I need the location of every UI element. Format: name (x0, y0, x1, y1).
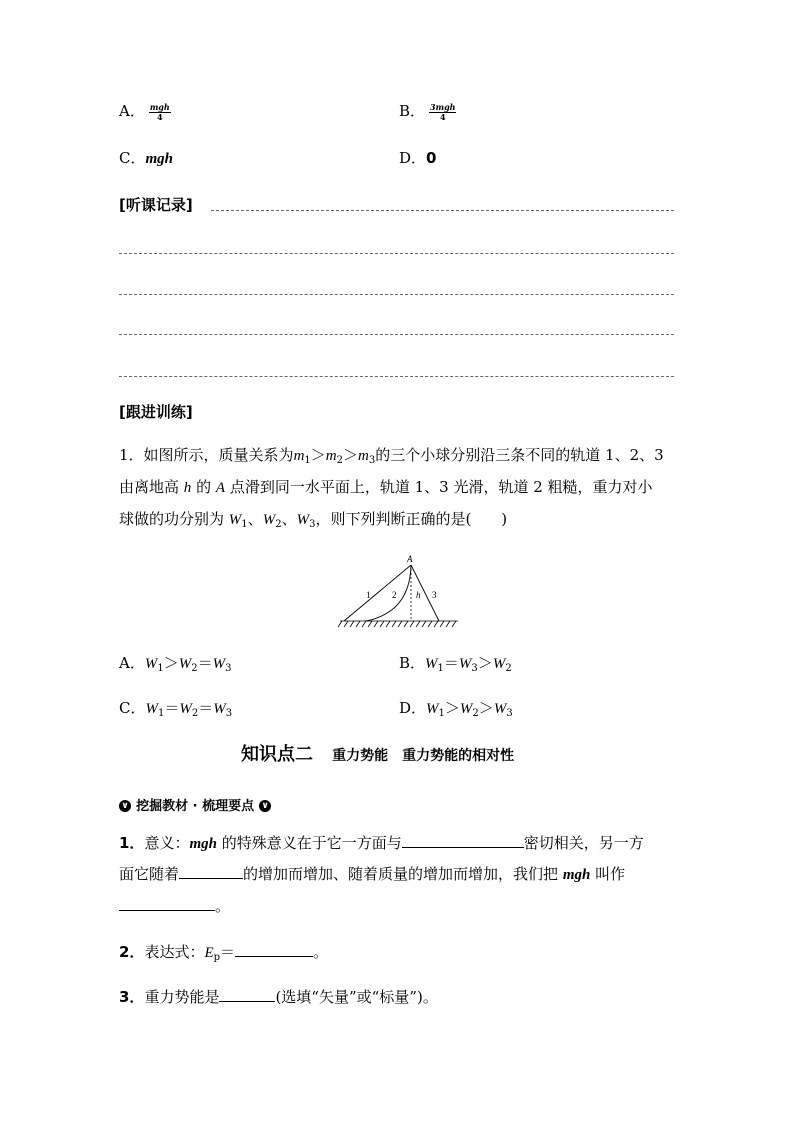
q1-line-3 (119, 509, 507, 530)
q1-text: 点滑到同一水平面上，轨道 1、3 光滑，轨道 2 粗糙，重力对小 (229, 478, 653, 496)
item-1-line-1 (119, 833, 644, 854)
gt: ＞ (343, 446, 359, 464)
item-number: 3． (119, 988, 145, 1006)
track-diagram (330, 550, 465, 632)
sub: 2 (505, 663, 512, 674)
item-1-line-3 (119, 896, 230, 916)
var-W: W (458, 656, 472, 672)
var-W: W (459, 701, 473, 717)
var-W: W (213, 701, 226, 717)
gt: ＞ (444, 699, 460, 717)
fill-blank-5[interactable] (219, 987, 275, 1002)
sub: 2 (191, 708, 199, 719)
var-m: m (325, 448, 337, 464)
fraction-mgh-over-4 (149, 103, 171, 122)
eq: ＝ (443, 654, 459, 672)
item-3 (119, 987, 438, 1007)
ground-hatching (338, 621, 458, 627)
sub: p (213, 952, 221, 963)
var-W: W (178, 656, 192, 672)
option-b-label: B． (399, 102, 426, 120)
track-1-line (344, 565, 411, 621)
item-number: 2． (119, 943, 145, 961)
option-c-value: mgh (145, 151, 173, 167)
item-text: 的特殊意义在于它一方面与 (221, 834, 402, 852)
label-A: A (407, 554, 413, 564)
var-W: W (425, 656, 438, 672)
option-a-label: A． (119, 102, 145, 120)
var-W: W (492, 656, 506, 672)
item-2 (119, 942, 328, 963)
var-W: W (144, 656, 158, 672)
label: C． (119, 699, 146, 717)
var-W: W (296, 512, 310, 528)
section-subtitle: 重力势能 重力势能的相对性 (332, 748, 515, 764)
item-text: 的增加而增加、随着质量的增加而增加，我们把 (243, 865, 559, 883)
option-a (119, 101, 171, 122)
sep: 、 (281, 510, 297, 528)
item-text: 。 (313, 943, 329, 961)
sub: 2 (275, 519, 282, 530)
var-W: W (212, 656, 226, 672)
sub: 3 (471, 663, 478, 674)
sub: 1 (157, 708, 165, 719)
sub: 3 (309, 519, 316, 530)
option-d-label: D． (399, 149, 427, 167)
label: A． (119, 654, 145, 672)
sub: 1 (157, 663, 164, 674)
q1-text: 如图所示，质量关系为 (143, 446, 294, 464)
q1-number: 1． (119, 446, 144, 464)
q1-text: ，则下列判断正确的是( ) (315, 510, 508, 528)
sub: 1 (304, 455, 311, 466)
eq: ＝ (164, 699, 180, 717)
var-m: m (293, 448, 305, 464)
notes-line-2[interactable] (119, 253, 674, 254)
var-mgh: mgh (189, 836, 217, 852)
sub: 1 (437, 663, 444, 674)
notes-line-3[interactable] (119, 294, 674, 295)
fraction-3mgh-over-4 (429, 103, 456, 122)
var-W: W (228, 512, 242, 528)
option-c (119, 148, 173, 169)
sub: 3 (368, 455, 376, 466)
sub: 1 (438, 708, 445, 719)
item-1-line-2 (119, 864, 625, 885)
item-text: 面它随着 (119, 865, 180, 883)
label: D． (399, 699, 427, 717)
numerator: mgh (149, 101, 170, 112)
numerator: 3mgh (430, 101, 456, 112)
q1-option-c (119, 698, 232, 719)
chevron-down-icon: ∨ (119, 800, 131, 812)
var-W: W (145, 701, 158, 717)
denominator: 4 (156, 111, 163, 122)
var-A: A (215, 480, 226, 496)
label: B． (399, 654, 426, 672)
item-text: 重力势能是 (144, 988, 220, 1006)
item-number: 1． (119, 834, 145, 852)
q1-line-1 (119, 445, 664, 466)
gt: ＞ (310, 446, 326, 464)
sep: 、 (247, 510, 263, 528)
var-h: h (183, 480, 192, 496)
track-2-curve (366, 565, 411, 621)
item-text: 密切相关，另一方 (523, 834, 644, 852)
denominator: 4 (439, 111, 446, 122)
subsection-text: 挖掘教材 · 梳理要点 (136, 799, 255, 814)
notes-line-4[interactable] (119, 334, 674, 335)
var-W: W (426, 701, 439, 717)
var-W: W (493, 701, 507, 717)
q1-text: 球做的功分别为 (119, 510, 225, 528)
eq: ＝ (197, 654, 213, 672)
q1-option-a (119, 653, 232, 674)
notes-line-5[interactable] (119, 376, 674, 377)
item-text: 。 (215, 897, 231, 915)
var-W: W (262, 512, 276, 528)
item-text: 表达式： (144, 943, 205, 961)
option-d-value: 0 (426, 149, 437, 167)
sub: 3 (225, 663, 232, 674)
q1-line-2 (119, 477, 653, 498)
option-c-label: C． (119, 149, 146, 167)
item-text: 意义： (144, 834, 190, 852)
gt: ＞ (478, 699, 494, 717)
fill-blank-2[interactable] (179, 864, 243, 879)
var-mgh: mgh (562, 867, 591, 883)
fill-blank-4[interactable] (235, 942, 313, 957)
item-text: (选填“矢量”或“标量”)。 (275, 988, 438, 1006)
notes-label: [听课记录] (119, 196, 193, 214)
var-E: E (204, 945, 214, 961)
var-m: m (358, 448, 369, 464)
subsection-label (119, 795, 271, 814)
q1-option-b (399, 653, 512, 674)
sub: 3 (506, 708, 513, 719)
var-W: W (179, 701, 192, 717)
sub: 2 (336, 455, 344, 466)
sub: 1 (241, 519, 248, 530)
fill-blank-1[interactable] (402, 833, 524, 848)
sub: 2 (191, 663, 198, 674)
item-text: 叫作 (595, 865, 626, 883)
sub: 2 (472, 708, 479, 719)
section-heading (241, 740, 514, 766)
gt: ＞ (163, 654, 179, 672)
q1-text: 的三个小球分别沿三条不同的轨道 1、2、3 (375, 446, 664, 464)
section-title: 知识点二 (241, 744, 313, 765)
q1-text: 由离地高 (119, 478, 180, 496)
label-track-1: 1 (366, 590, 371, 600)
q1-option-d (399, 698, 513, 719)
label-track-2: 2 (392, 590, 397, 600)
label-track-3: 3 (432, 590, 437, 600)
q1-text: 的 (196, 478, 212, 496)
option-d (399, 148, 436, 168)
option-b (399, 101, 456, 122)
chevron-down-icon: ∨ (259, 800, 271, 812)
notes-line-1[interactable] (211, 210, 674, 211)
training-label: [跟进训练] (119, 403, 193, 421)
sub: 3 (225, 708, 233, 719)
eq: ＝ (198, 699, 214, 717)
fill-blank-3[interactable] (119, 896, 215, 911)
eq: ＝ (220, 943, 236, 961)
label-h: h (416, 590, 421, 600)
gt: ＞ (477, 654, 493, 672)
